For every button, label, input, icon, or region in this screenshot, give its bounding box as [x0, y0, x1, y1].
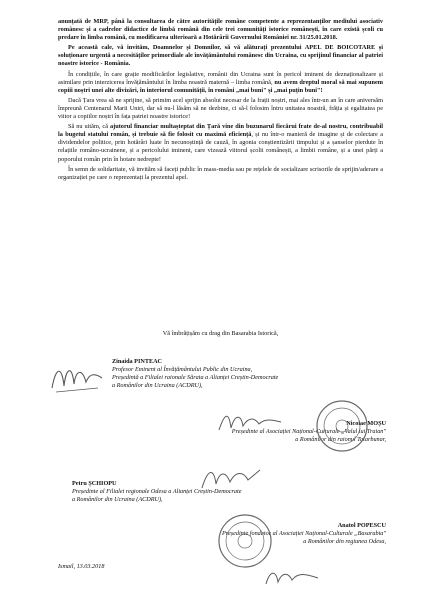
paragraph-emphasis: ajutorul financiar multașteptat din Țară vine din buzunarul fiecărui frate de-al nostru, contribuabil la bugetul statului român, și trebuie să fie folosit cu maximă eficiență	[58, 123, 383, 139]
handwritten-signature-4	[262, 566, 322, 592]
signatory-title-line: Președinte fondator al Asociației Național-Culturale „Basarabia"	[222, 530, 386, 537]
paragraph-emphasis: nu avem dreptul moral să mai supunem copiii noștri unei alte divizări, în interiorul comunității, în români „mai buni" și „mai puțin buni"!	[58, 78, 383, 94]
signatory-title-line: a Românilor din raionul Tatarbunar,	[295, 436, 386, 443]
place-date: Ismail, 13.03.2018	[58, 563, 105, 570]
paragraph-solidarity	[58, 166, 383, 182]
signatory-name: Petru ȘCHIOPU	[72, 480, 117, 487]
signatory-title-line: a Românilor din regiunea Odesa,	[303, 538, 386, 545]
paragraph-text: , și nu într-o manieră de imagine și de colectare a dividendelor politice, prin hotărâri luate în necunoștință de cauză, în agonia conștientizării timpului și a șanselor pierdute în relațiile româno-ucrainene, și a pericolului iminent, care vizează viitorul școlii românești, a limbii române, și a unei părți a poporului român prin în hotare nedrepte!	[58, 131, 383, 163]
signatory-title-line: a Românilor din Ucraina (ACDRU),	[112, 382, 203, 389]
handwritten-signature-3	[196, 462, 266, 496]
paragraph-appeal	[58, 44, 383, 68]
paragraph-text: anunțată de MRP, până la consultarea de către autoritățile române competente a reprezentanților mediului asociativ românesc și a cadrelor didactice de limbă română din cele trei comunități istorice românești, în care există școli cu predare în limba română, cu modificarea ulterioară a Hotărârii Guvernului României nr. 31/25.01.2018.	[58, 18, 383, 42]
signatory-title-line: Președintă a Filialei raionale Sărata a Alianței Creștin-Democrate	[112, 374, 279, 381]
paragraph-conditions	[58, 71, 383, 95]
paragraph-text: Dacă Țara vrea să ne sprijine, să primim acel sprijin absolut necesar de la frații noștri, mai ales într-un an în care aniversăm împreună Centenarul Marii Uniri, dar să nu-l lăsăm să ne dezbine, ci să-l folosim întru unitatea noastră, frăția și egalitatea pe viitor a copiilor noștri în fața patriei noastre istorice!	[58, 96, 383, 121]
signatory-name: Anatol POPESCU	[337, 522, 386, 529]
signatory-name: Nicolae MOȘU	[346, 420, 386, 427]
signatory-title-line: Președinte al Filialei regionale Odesa a Alianței Creștin-Democrate	[72, 488, 242, 495]
handwritten-signature-1	[46, 358, 106, 398]
handwritten-signature-2	[215, 408, 285, 438]
signatory-1	[112, 358, 278, 390]
round-stamp-2	[314, 398, 370, 454]
paragraph-text: În condițiile, în care grație modificărilor legislative, românii din Ucraina sunt în pericol iminent de deznaționalizare și asimilare prin interzicerea învățământului în limba noastră maternă – limba română,	[58, 70, 383, 86]
paragraph-text: Pe această cale, vă invităm, Doamnelor și Domnilor, să vă alăturați prezentului APEL DE BOICOTARE și soluționare urgentă a necesităților primordiale ale învățământului românesc din Ucraina, cu sprijinul financiar al patriei noastre istorice - România.	[58, 44, 383, 68]
signatory-title-line: a Românilor din Ucraina (ACDRU),	[72, 496, 163, 503]
paragraph-financial	[58, 123, 383, 163]
signatory-title-line: Profesor Eminent al Învățământului Public din Ucraina,	[112, 366, 253, 373]
signatory-title-line: Președinte al Asociației Național-Culturale „Valul lui Traian"	[231, 428, 386, 435]
paragraph-text: În semn de solidaritate, vă invităm să faceți public în mass-media sau pe rețelele de socializare scrisorile de sprijin/aderare a organizației pe care o reprezentați la prezentul apel.	[58, 165, 383, 181]
signatory-name: Zinaida PINTEAC	[112, 358, 163, 365]
paragraph-support	[58, 97, 383, 121]
round-stamp-4	[216, 512, 274, 570]
closing-line: Vă îmbrățișăm cu drag din Basarabia Istorică,	[162, 330, 279, 337]
paragraph-text: Să nu uităm, că	[68, 123, 110, 131]
letter-body	[58, 18, 383, 184]
paragraph-continuation	[58, 18, 383, 42]
